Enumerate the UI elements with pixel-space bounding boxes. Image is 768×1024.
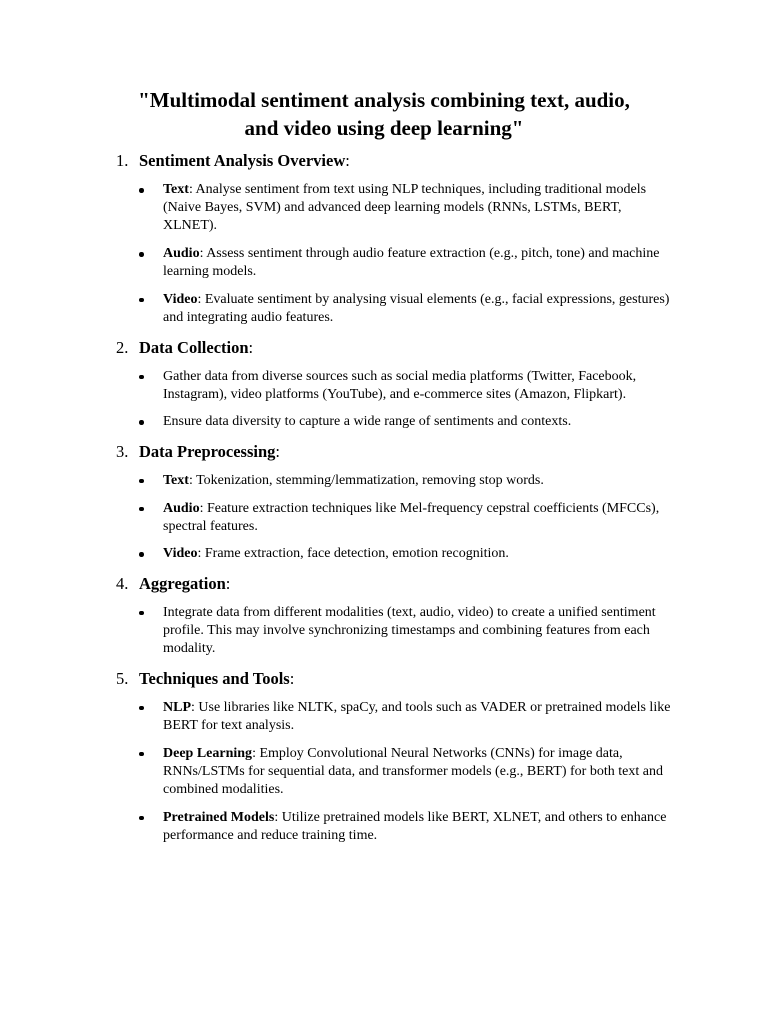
- section-aggregation: [0, 573, 768, 659]
- section-heading: 4. Aggregation:: [116, 573, 231, 593]
- section-title: Data Collection: [139, 337, 249, 357]
- section-title: Data Preprocessing: [139, 441, 276, 461]
- bullet-list: [0, 699, 768, 845]
- bullet-icon: [139, 706, 144, 711]
- section-data-collection: [0, 337, 768, 432]
- bullet-item: [0, 699, 768, 735]
- bullet-list: [0, 368, 768, 432]
- bullet-icon: [139, 611, 144, 616]
- bullet-list: [0, 181, 768, 327]
- section-heading: 3. Data Preprocessing:: [116, 441, 281, 461]
- section-number: 5.: [116, 668, 129, 688]
- bullet-term: Audio: [163, 246, 200, 261]
- bullet-item: [0, 368, 768, 404]
- section-title: Aggregation: [139, 573, 226, 593]
- bullet-term: Video: [163, 291, 198, 307]
- bullet-text: Ensure data diversity to capture a wide range of sentiments and contexts.: [163, 414, 572, 430]
- bullet-item: [0, 181, 768, 236]
- bullet-icon: [139, 298, 144, 303]
- section-heading: 1. Sentiment Analysis Overview:: [116, 151, 350, 170]
- bullet-icon: [139, 752, 144, 757]
- title-line-2: and video using deep learning": [244, 116, 524, 140]
- section-data-preprocessing: [0, 441, 768, 564]
- bullet-text: : Analyse sentiment from text using NLP techniques, including traditional models (Naive Bayes, SVM) and advanced deep learning models (RNNs, LSTMs, BERT, XLNET).: [163, 182, 647, 234]
- bullet-text: : Tokenization, stemming/lemmatization, removing stop words.: [188, 472, 544, 488]
- section-list: [0, 150, 768, 855]
- bullet-icon: [139, 552, 144, 557]
- bullet-text: : Use libraries like NLTK, spaCy, and tools such as VADER or pretrained models like BERT for text analysis.: [163, 699, 671, 734]
- bullet-icon: [139, 507, 144, 512]
- section-number: 1.: [116, 151, 129, 170]
- bullet-text: : Employ Convolutional Neural Networks (CNNs) for image data, RNNs/LSTMs for sequential data, and transformer models (e.g., BERT) for both text and combined modalities.: [163, 745, 663, 798]
- bullet-item: [0, 809, 768, 845]
- bullet-icon: [139, 252, 144, 257]
- bullet-list: [0, 604, 768, 659]
- bullet-item: [0, 472, 768, 490]
- bullet-text: : Utilize pretrained models like BERT, XLNET, and others to enhance performance and reduce training time.: [163, 809, 667, 843]
- bullet-text: : Feature extraction techniques like Mel-frequency cepstral coefficients (MFCCs), spectral features.: [163, 500, 660, 534]
- bullet-term: Deep Learning: [163, 745, 253, 761]
- section-overview: [0, 150, 768, 327]
- section-title: Sentiment Analysis Overview: [139, 151, 346, 170]
- bullet-term: Audio: [163, 500, 200, 516]
- bullet-text: Integrate data from different modalities (text, audio, video) to create a unified sentiment profile. This may involve synchronizing timestamps and combining features from each modality.: [163, 604, 656, 657]
- title-line-1: "Multimodal sentiment analysis combining text, audio,: [138, 88, 630, 112]
- bullet-item: [0, 413, 768, 431]
- bullet-term: Pretrained Models: [163, 809, 275, 825]
- section-heading: 2. Data Collection:: [116, 337, 254, 357]
- bullet-icon: [139, 420, 144, 425]
- section-number: 4.: [116, 573, 129, 593]
- bullet-icon: [139, 816, 144, 821]
- bullet-icon: [139, 375, 144, 380]
- bullet-term: Text: [163, 472, 189, 488]
- bullet-item: [0, 291, 768, 327]
- section-techniques-and-tools: [0, 668, 768, 845]
- bullet-item: [0, 500, 768, 536]
- bullet-icon: [139, 479, 144, 484]
- section-heading: 5. Techniques and Tools:: [116, 668, 295, 688]
- section-number: 2.: [116, 337, 129, 357]
- bullet-item: [0, 245, 768, 281]
- bullet-list: [0, 472, 768, 564]
- section-number: 3.: [116, 441, 129, 461]
- bullet-term: Text: [163, 182, 189, 197]
- bullet-text: : Evaluate sentiment by analysing visual elements (e.g., facial expressions, gestures) and integrating audio features.: [163, 291, 670, 325]
- bullet-term: Video: [163, 546, 198, 562]
- section-title: Techniques and Tools: [139, 668, 290, 688]
- bullet-term: NLP: [163, 699, 191, 715]
- bullet-item: [0, 745, 768, 800]
- bullet-text: Gather data from diverse sources such as social media platforms (Twitter, Facebook, Instagram), video platforms (YouTube), and e-commerce sites (Amazon, Flipkart).: [163, 368, 637, 402]
- bullet-text: : Assess sentiment through audio feature extraction (e.g., pitch, tone) and machine learning models.: [163, 246, 660, 280]
- document-title: [84, 86, 684, 142]
- bullet-item: [0, 604, 768, 659]
- bullet-icon: [139, 188, 144, 193]
- bullet-item: [0, 545, 768, 563]
- bullet-text: : Frame extraction, face detection, emotion recognition.: [197, 546, 509, 562]
